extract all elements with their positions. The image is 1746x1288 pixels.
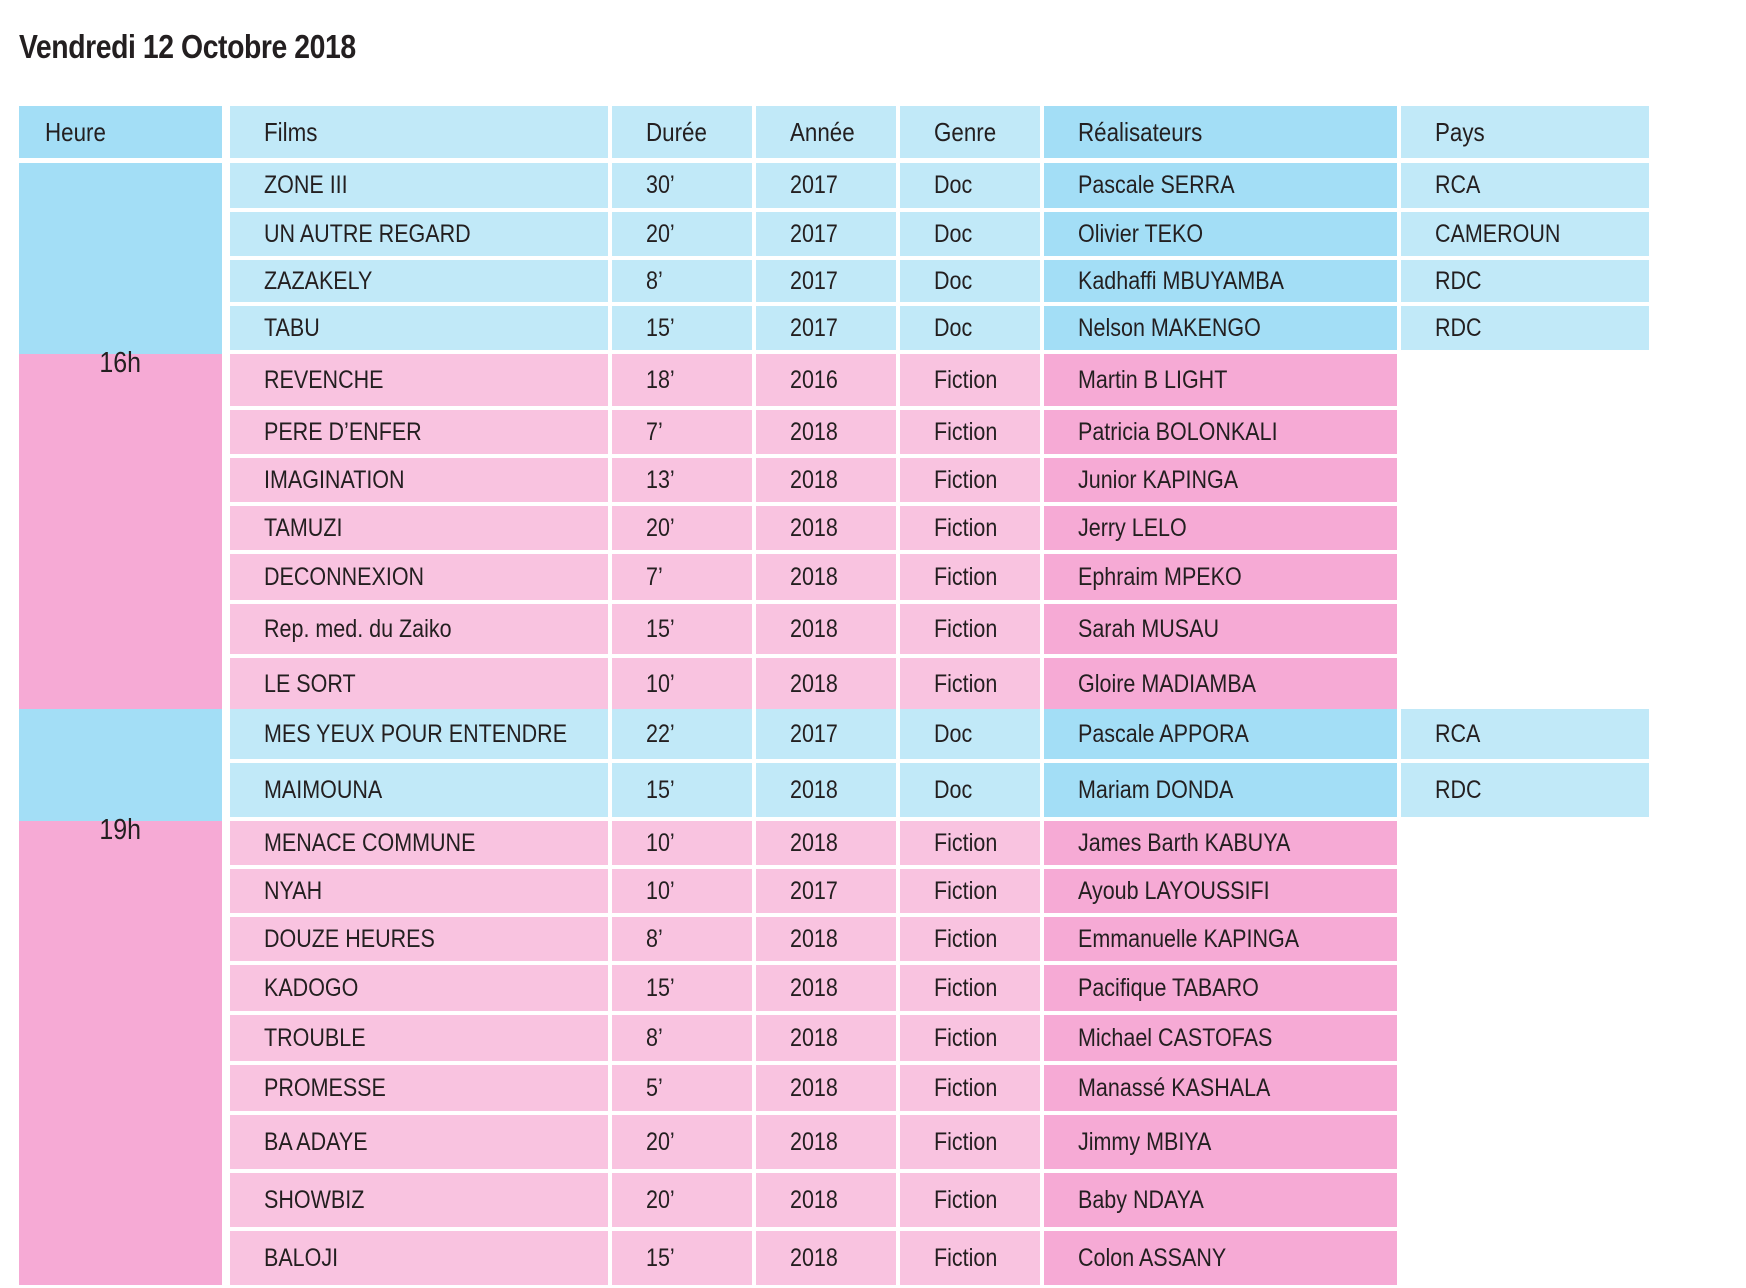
cell-annee-text: 2018 <box>790 513 838 542</box>
cell-annee-text: 2017 <box>790 313 838 342</box>
cell-realisateur-text: Emmanuelle KAPINGA <box>1078 924 1300 953</box>
page-title: Vendredi 12 Octobre 2018 <box>19 28 356 65</box>
cell-realisateur <box>1044 1015 1397 1061</box>
cell-film-text: LE SORT <box>264 669 356 698</box>
cell-film-text: PROMESSE <box>264 1073 386 1102</box>
cell-duree-text: 7’ <box>646 417 663 446</box>
cell-duree-text: 10’ <box>646 669 675 698</box>
cell-duree <box>612 1115 752 1169</box>
cell-annee <box>756 1065 896 1111</box>
cell-pays-text: RDC <box>1435 313 1482 342</box>
cell-duree-text: 15’ <box>646 313 675 342</box>
cell-film-text: TABU <box>264 313 320 342</box>
cell-annee-text: 2018 <box>790 775 838 804</box>
cell-realisateur <box>1044 306 1397 350</box>
cell-genre <box>900 212 1040 256</box>
cell-duree <box>612 410 752 454</box>
cell-film-text: DECONNEXION <box>264 562 425 591</box>
cell-genre-text: Fiction <box>934 1185 998 1214</box>
header-duree <box>612 106 752 158</box>
header-pays <box>1401 106 1649 158</box>
cell-annee <box>756 604 896 654</box>
cell-pays <box>1401 163 1649 208</box>
cell-genre-text: Fiction <box>934 973 998 1002</box>
cell-duree <box>612 260 752 302</box>
cell-film <box>230 458 608 502</box>
cell-genre <box>900 410 1040 454</box>
cell-annee-text: 2017 <box>790 876 838 905</box>
cell-annee <box>756 709 896 759</box>
header-genre <box>900 106 1040 158</box>
cell-pays-text: CAMEROUN <box>1435 219 1561 248</box>
cell-annee-text: 2018 <box>790 614 838 643</box>
cell-film <box>230 965 608 1011</box>
cell-annee-text: 2016 <box>790 365 838 394</box>
cell-annee <box>756 554 896 600</box>
cell-duree-text: 15’ <box>646 1243 675 1272</box>
cell-film-text: UN AUTRE REGARD <box>264 219 471 248</box>
cell-genre <box>900 1015 1040 1061</box>
cell-realisateur-text: Junior KAPINGA <box>1078 465 1239 494</box>
cell-realisateur <box>1044 410 1397 454</box>
hour-label <box>19 814 222 846</box>
header-films-text: Films <box>264 116 318 147</box>
cell-pays <box>1401 709 1649 759</box>
cell-genre <box>900 163 1040 208</box>
cell-realisateur-text: Colon ASSANY <box>1078 1243 1227 1272</box>
cell-duree-text: 20’ <box>646 513 675 542</box>
cell-annee <box>756 965 896 1011</box>
cell-genre <box>900 354 1040 406</box>
cell-annee <box>756 212 896 256</box>
cell-annee-text: 2018 <box>790 465 838 494</box>
cell-film-text: BALOJI <box>264 1243 339 1272</box>
header-realisateurs <box>1044 106 1397 158</box>
cell-duree-text: 18’ <box>646 365 675 394</box>
cell-realisateur <box>1044 709 1397 759</box>
cell-annee <box>756 1115 896 1169</box>
cell-duree <box>612 212 752 256</box>
header-realisateurs-text: Réalisateurs <box>1078 116 1203 147</box>
cell-duree-text: 15’ <box>646 973 675 1002</box>
cell-realisateur-text: Nelson MAKENGO <box>1078 313 1261 342</box>
cell-annee <box>756 763 896 817</box>
cell-duree <box>612 869 752 913</box>
hour-label-text: 19h <box>99 814 142 846</box>
cell-genre <box>900 709 1040 759</box>
cell-genre-text: Doc <box>934 313 973 342</box>
cell-duree-text: 10’ <box>646 828 675 857</box>
cell-annee <box>756 410 896 454</box>
cell-realisateur <box>1044 821 1397 865</box>
cell-annee <box>756 506 896 550</box>
cell-genre-text: Fiction <box>934 562 998 591</box>
cell-annee <box>756 917 896 961</box>
cell-realisateur-text: Gloire MADIAMBA <box>1078 669 1257 698</box>
cell-pays-text: RCA <box>1435 171 1481 199</box>
cell-realisateur-text: Jimmy MBIYA <box>1078 1127 1212 1156</box>
cell-annee-text: 2017 <box>790 719 838 748</box>
cell-film <box>230 212 608 256</box>
cell-film-text: REVENCHE <box>264 365 384 394</box>
cell-duree <box>612 709 752 759</box>
cell-annee <box>756 821 896 865</box>
cell-annee-text: 2017 <box>790 171 838 199</box>
hour-label-text: 16h <box>99 347 142 379</box>
hour-block-fiction <box>19 821 222 1285</box>
cell-realisateur <box>1044 917 1397 961</box>
header-annee-text: Année <box>790 116 855 147</box>
hour-label <box>19 347 222 379</box>
cell-realisateur-text: Olivier TEKO <box>1078 219 1204 248</box>
cell-annee-text: 2018 <box>790 924 838 953</box>
cell-realisateur-text: Martin B LIGHT <box>1078 365 1228 394</box>
cell-genre-text: Doc <box>934 171 973 199</box>
cell-genre-text: Fiction <box>934 669 998 698</box>
cell-pays-text: RDC <box>1435 266 1482 295</box>
cell-film-text: MES YEUX POUR ENTENDRE <box>264 719 568 748</box>
header-genre-text: Genre <box>934 116 997 147</box>
cell-genre-text: Fiction <box>934 513 998 542</box>
cell-duree-text: 7’ <box>646 562 663 591</box>
cell-duree <box>612 658 752 710</box>
cell-film <box>230 410 608 454</box>
cell-annee <box>756 1015 896 1061</box>
cell-duree <box>612 458 752 502</box>
cell-genre <box>900 1231 1040 1285</box>
header-films <box>230 106 608 158</box>
cell-film <box>230 917 608 961</box>
cell-duree <box>612 1173 752 1227</box>
cell-duree <box>612 965 752 1011</box>
cell-film <box>230 1065 608 1111</box>
cell-duree <box>612 506 752 550</box>
cell-realisateur <box>1044 604 1397 654</box>
cell-genre <box>900 604 1040 654</box>
cell-annee-text: 2018 <box>790 973 838 1002</box>
cell-film <box>230 354 608 406</box>
cell-film-text: PERE D’ENFER <box>264 417 422 446</box>
cell-genre <box>900 1115 1040 1169</box>
cell-film-text: NYAH <box>264 876 323 905</box>
cell-film <box>230 604 608 654</box>
cell-genre-text: Fiction <box>934 465 998 494</box>
cell-duree <box>612 1065 752 1111</box>
cell-genre <box>900 821 1040 865</box>
cell-film-text: BA ADAYE <box>264 1127 368 1156</box>
cell-genre <box>900 260 1040 302</box>
cell-duree-text: 15’ <box>646 614 675 643</box>
cell-genre <box>900 554 1040 600</box>
cell-realisateur <box>1044 260 1397 302</box>
cell-realisateur-text: Jerry LELO <box>1078 513 1187 542</box>
cell-annee <box>756 260 896 302</box>
cell-duree-text: 20’ <box>646 1185 675 1214</box>
hour-block-doc <box>19 709 222 821</box>
cell-film <box>230 1115 608 1169</box>
cell-duree-text: 20’ <box>646 219 675 248</box>
cell-annee-text: 2018 <box>790 1185 838 1214</box>
cell-film <box>230 869 608 913</box>
header-heure <box>19 106 222 158</box>
cell-duree <box>612 763 752 817</box>
cell-film-text: MAIMOUNA <box>264 775 383 804</box>
cell-realisateur <box>1044 458 1397 502</box>
cell-realisateur <box>1044 354 1397 406</box>
cell-film-text: ZONE III <box>264 171 348 199</box>
cell-pays <box>1401 763 1649 817</box>
cell-realisateur <box>1044 965 1397 1011</box>
cell-film <box>230 763 608 817</box>
cell-annee <box>756 1231 896 1285</box>
cell-genre-text: Fiction <box>934 1127 998 1156</box>
header-annee <box>756 106 896 158</box>
cell-duree <box>612 604 752 654</box>
cell-duree-text: 15’ <box>646 775 675 804</box>
cell-realisateur-text: Pascale SERRA <box>1078 171 1235 199</box>
cell-annee <box>756 354 896 406</box>
cell-annee <box>756 306 896 350</box>
header-pays-text: Pays <box>1435 116 1485 147</box>
cell-annee-text: 2018 <box>790 1243 838 1272</box>
cell-realisateur <box>1044 1065 1397 1111</box>
cell-film <box>230 821 608 865</box>
cell-duree <box>612 554 752 600</box>
cell-duree-text: 13’ <box>646 465 675 494</box>
cell-film-text: SHOWBIZ <box>264 1185 365 1214</box>
header-heure-text: Heure <box>45 116 106 147</box>
cell-film <box>230 260 608 302</box>
cell-realisateur <box>1044 763 1397 817</box>
cell-annee-text: 2017 <box>790 266 838 295</box>
cell-film <box>230 709 608 759</box>
header-duree-text: Durée <box>646 116 707 147</box>
cell-film <box>230 554 608 600</box>
cell-film <box>230 1231 608 1285</box>
cell-genre-text: Doc <box>934 719 973 748</box>
cell-genre-text: Fiction <box>934 828 998 857</box>
cell-realisateur-text: Pascale APPORA <box>1078 719 1249 748</box>
cell-genre-text: Fiction <box>934 924 998 953</box>
cell-realisateur <box>1044 212 1397 256</box>
cell-realisateur <box>1044 1173 1397 1227</box>
cell-realisateur-text: Pacifique TABARO <box>1078 973 1259 1002</box>
cell-genre <box>900 306 1040 350</box>
hour-block-doc <box>19 163 222 354</box>
cell-duree-text: 5’ <box>646 1073 663 1102</box>
cell-realisateur-text: Manassé KASHALA <box>1078 1073 1271 1102</box>
cell-realisateur-text: Baby NDAYA <box>1078 1185 1204 1214</box>
cell-duree-text: 10’ <box>646 876 675 905</box>
cell-genre-text: Doc <box>934 266 973 295</box>
cell-genre-text: Fiction <box>934 614 998 643</box>
cell-realisateur-text: Ayoub LAYOUSSIFI <box>1078 876 1270 905</box>
cell-genre <box>900 869 1040 913</box>
cell-realisateur-text: Ephraim MPEKO <box>1078 562 1242 591</box>
cell-realisateur <box>1044 506 1397 550</box>
cell-annee-text: 2018 <box>790 562 838 591</box>
cell-film <box>230 306 608 350</box>
cell-film <box>230 1173 608 1227</box>
cell-realisateur <box>1044 163 1397 208</box>
cell-realisateur <box>1044 658 1397 710</box>
cell-annee-text: 2018 <box>790 1023 838 1052</box>
cell-duree <box>612 821 752 865</box>
cell-duree-text: 8’ <box>646 1023 663 1052</box>
cell-film-text: IMAGINATION <box>264 465 405 494</box>
cell-duree <box>612 354 752 406</box>
cell-annee-text: 2018 <box>790 828 838 857</box>
cell-realisateur-text: Mariam DONDA <box>1078 775 1234 804</box>
cell-film-text: DOUZE HEURES <box>264 924 435 953</box>
cell-genre-text: Fiction <box>934 365 998 394</box>
cell-realisateur <box>1044 1115 1397 1169</box>
cell-annee-text: 2018 <box>790 417 838 446</box>
cell-genre-text: Fiction <box>934 876 998 905</box>
cell-pays <box>1401 212 1649 256</box>
cell-film-text: MENACE COMMUNE <box>264 828 476 857</box>
hour-block-fiction <box>19 354 222 710</box>
cell-duree <box>612 917 752 961</box>
cell-genre-text: Doc <box>934 775 973 804</box>
cell-annee-text: 2018 <box>790 1073 838 1102</box>
cell-realisateur-text: Michael CASTOFAS <box>1078 1023 1273 1052</box>
cell-film-text: KADOGO <box>264 973 359 1002</box>
cell-duree-text: 8’ <box>646 924 663 953</box>
cell-realisateur-text: James Barth KABUYA <box>1078 828 1291 857</box>
cell-film <box>230 658 608 710</box>
cell-realisateur-text: Kadhaffi MBUYAMBA <box>1078 266 1284 295</box>
cell-film-text: TAMUZI <box>264 513 343 542</box>
cell-realisateur-text: Patricia BOLONKALI <box>1078 417 1278 446</box>
cell-pays-text: RCA <box>1435 719 1481 748</box>
cell-genre-text: Fiction <box>934 1023 998 1052</box>
cell-duree <box>612 1015 752 1061</box>
cell-film <box>230 1015 608 1061</box>
cell-pays <box>1401 306 1649 350</box>
cell-film-text: TROUBLE <box>264 1023 366 1052</box>
cell-genre <box>900 506 1040 550</box>
cell-pays <box>1401 260 1649 302</box>
cell-annee <box>756 658 896 710</box>
cell-genre-text: Doc <box>934 219 973 248</box>
cell-annee <box>756 1173 896 1227</box>
cell-film <box>230 506 608 550</box>
cell-genre <box>900 917 1040 961</box>
cell-duree <box>612 306 752 350</box>
cell-genre <box>900 458 1040 502</box>
cell-annee-text: 2018 <box>790 1127 838 1156</box>
cell-film-text: Rep. med. du Zaiko <box>264 614 452 643</box>
cell-film-text: ZAZAKELY <box>264 266 373 295</box>
cell-annee <box>756 458 896 502</box>
cell-genre <box>900 1173 1040 1227</box>
cell-duree-text: 20’ <box>646 1127 675 1156</box>
cell-genre <box>900 1065 1040 1111</box>
cell-realisateur <box>1044 1231 1397 1285</box>
cell-realisateur <box>1044 554 1397 600</box>
cell-genre-text: Fiction <box>934 417 998 446</box>
cell-genre <box>900 965 1040 1011</box>
cell-realisateur <box>1044 869 1397 913</box>
cell-duree-text: 8’ <box>646 266 663 295</box>
cell-genre <box>900 763 1040 817</box>
cell-genre-text: Fiction <box>934 1073 998 1102</box>
cell-annee <box>756 869 896 913</box>
cell-pays-text: RDC <box>1435 775 1482 804</box>
cell-annee-text: 2017 <box>790 219 838 248</box>
cell-realisateur-text: Sarah MUSAU <box>1078 614 1219 643</box>
cell-duree <box>612 163 752 208</box>
cell-annee <box>756 163 896 208</box>
cell-annee-text: 2018 <box>790 669 838 698</box>
cell-genre <box>900 658 1040 710</box>
cell-duree-text: 22’ <box>646 719 675 748</box>
cell-duree-text: 30’ <box>646 171 675 199</box>
cell-film <box>230 163 608 208</box>
cell-duree <box>612 1231 752 1285</box>
cell-genre-text: Fiction <box>934 1243 998 1272</box>
